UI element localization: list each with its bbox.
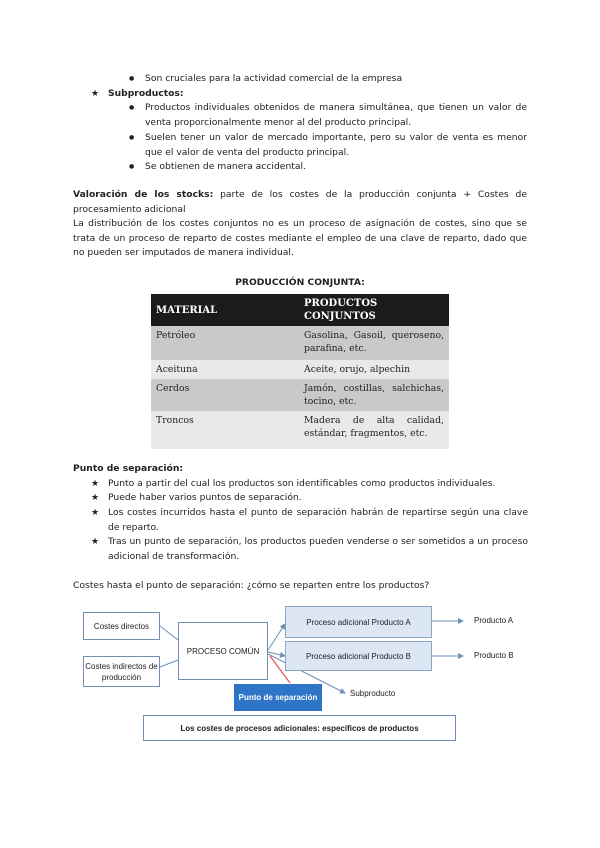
subproductos-item-3: ● Se obtienen de manera accidental. <box>145 160 527 175</box>
table-cell: Troncos <box>151 411 299 449</box>
table-cell: Madera de alta calidad, estándar, fragmentos, etc. <box>299 411 449 449</box>
subproductos-heading: ★ Subproductos: <box>108 87 184 102</box>
table-cell: Gasolina, Gasoil, queroseno, parafina, etc. <box>299 326 449 360</box>
punto-heading: Punto de separación: <box>73 463 184 474</box>
producto-a-label: Producto A <box>474 616 514 625</box>
valoracion-paragraph: La distribución de los costes conjuntos no es un proceso de asignación de costes, sino que se trata de un proceso de reparto de costes mediante el empleo de una clave de reparto, dado que no pueden ser imputados de manera individual. <box>73 218 527 258</box>
punto-item-2: ★ Puede haber varios puntos de separación. <box>108 491 528 506</box>
footer-note-box: Los costes de procesos adicionales: específicos de productos <box>143 715 456 741</box>
punto-item-3: ★ Los costes incurridos hasta el punto de separación habrán de repartirse según una clave de reparto. <box>108 506 528 535</box>
punto-item-1: ★ Punto a partir del cual los productos son identificables como productos individuales. <box>108 477 528 492</box>
costes-indirectos-box: Costes indirectos de producción <box>83 656 160 687</box>
producto-b-label: Producto B <box>474 651 514 660</box>
valoracion-text: parte de los costes de la producción conjunta + Costes de procesamiento adicional <box>73 189 527 215</box>
table-cell: Aceituna <box>151 360 299 379</box>
subproductos-item-2: ● Suelen tener un valor de mercado importante, pero su valor de venta es menor que el valor de venta del producto principal. <box>145 131 527 160</box>
table-header: PRODUCTOS CONJUNTOS <box>299 294 449 326</box>
proceso-adicional-b-box: Proceso adicional Producto B <box>285 641 432 671</box>
table-cell: Petróleo <box>151 326 299 360</box>
subproducto-label: Subproducto <box>350 689 396 698</box>
table-cell: Cerdos <box>151 379 299 411</box>
table-header: MATERIAL <box>151 294 299 326</box>
table-cell: Aceite, orujo, alpechin <box>299 360 449 379</box>
punto-item-4: ★ Tras un punto de separación, los productos pueden venderse o ser sometidos a un proceso adicional de transformación. <box>108 535 528 564</box>
reparto-question: Costes hasta el punto de separación: ¿cómo se reparten entre los productos? <box>73 580 430 591</box>
proceso-comun-box: PROCESO COMÚN <box>178 622 268 680</box>
table-title: PRODUCCIÓN CONJUNTA: <box>235 277 365 288</box>
punto-separacion-box: Punto de separación <box>234 684 322 711</box>
costes-directos-box: Costes directos <box>83 612 160 640</box>
bullet-cruciales: ● Son cruciales para la actividad comercial de la empresa <box>145 72 525 87</box>
proceso-adicional-a-box: Proceso adicional Producto A <box>285 606 432 638</box>
table-cell: Jamón, costillas, salchichas, tocino, etc. <box>299 379 449 411</box>
subproductos-item-1: ● Productos individuales obtenidos de manera simultánea, que tienen un valor de venta proporcionalmente menor al del producto principal. <box>145 101 527 130</box>
valoracion-label: Valoración de los stocks: <box>73 189 214 200</box>
